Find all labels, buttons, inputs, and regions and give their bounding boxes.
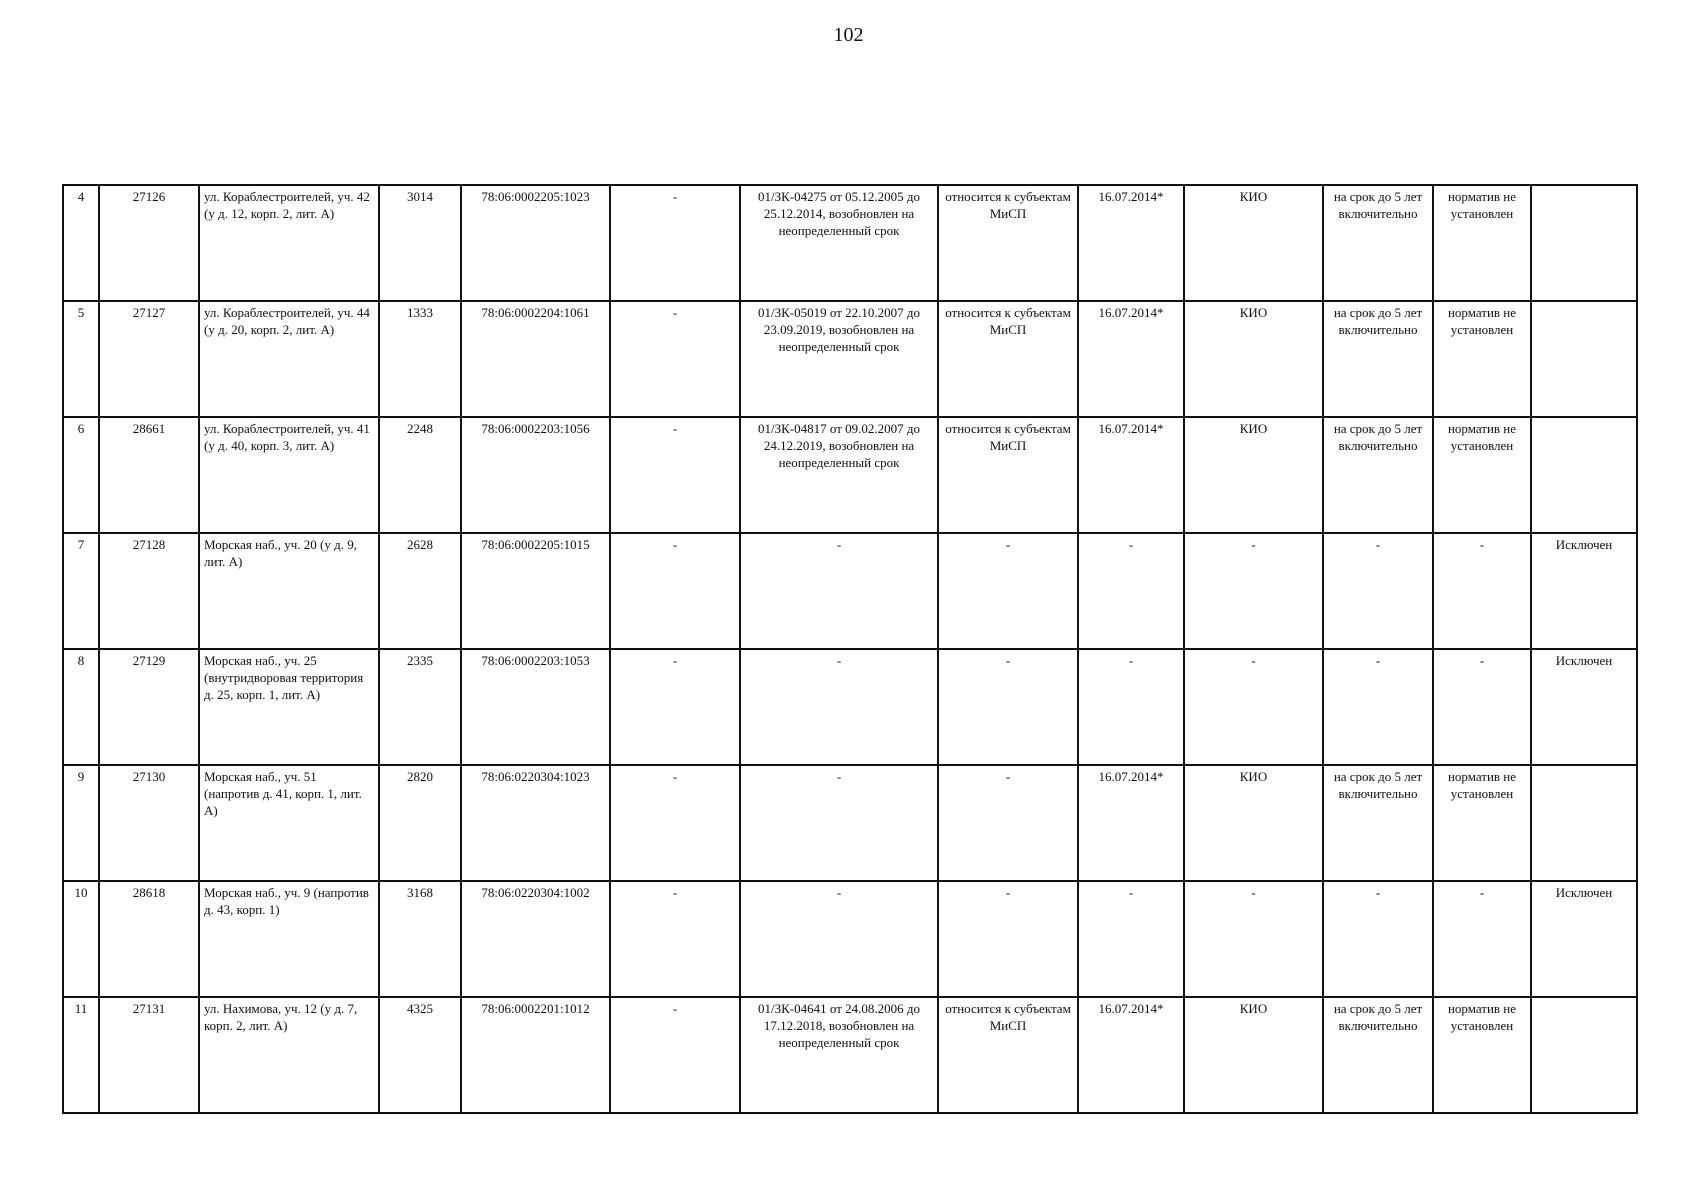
cell-area: 3168 — [379, 881, 461, 997]
table-row — [63, 417, 1637, 533]
cell-object-id: 27129 — [99, 649, 199, 765]
cell-area: 1333 — [379, 301, 461, 417]
cell-lease-term: - — [1323, 649, 1433, 765]
cell-object-id: 28618 — [99, 881, 199, 997]
cell-lease-contract: 01/ЗК-05019 от 22.10.2007 до 23.09.2019, возобновлен на неопределенный срок — [740, 301, 938, 417]
cell-msp-status: относится к субъектам МиСП — [938, 417, 1078, 533]
cell-lease-contract: - — [740, 881, 938, 997]
cell-standard: норматив не установлен — [1433, 417, 1531, 533]
table-row — [63, 765, 1637, 881]
table-row — [63, 533, 1637, 649]
cell-date: - — [1078, 649, 1184, 765]
cell-object-id: 27130 — [99, 765, 199, 881]
cell-lease-term: на срок до 5 лет включительно — [1323, 417, 1433, 533]
cell-address: Морская наб., уч. 25 (внутридворовая территория д. 25, корп. 1, лит. А) — [199, 649, 379, 765]
cell-extra-info: - — [610, 417, 740, 533]
table-row — [63, 301, 1637, 417]
cell-row-number: 10 — [63, 881, 99, 997]
cell-address: Морская наб., уч. 9 (напротив д. 43, корп. 1) — [199, 881, 379, 997]
cell-cadastral-number: 78:06:0002203:1056 — [461, 417, 610, 533]
cell-msp-status: относится к субъектам МиСП — [938, 997, 1078, 1113]
table-row — [63, 649, 1637, 765]
table-row — [63, 881, 1637, 997]
cell-extra-info: - — [610, 765, 740, 881]
cell-authority: КИО — [1184, 301, 1323, 417]
cell-address: Морская наб., уч. 20 (у д. 9, лит. А) — [199, 533, 379, 649]
cell-row-number: 4 — [63, 185, 99, 301]
cell-date: 16.07.2014* — [1078, 301, 1184, 417]
cell-area: 3014 — [379, 185, 461, 301]
cell-lease-contract: - — [740, 649, 938, 765]
cell-standard: - — [1433, 533, 1531, 649]
cell-row-number: 11 — [63, 997, 99, 1113]
registry-table — [62, 184, 1638, 1114]
registry-body — [63, 185, 1637, 1113]
cell-area: 4325 — [379, 997, 461, 1113]
cell-standard: норматив не установлен — [1433, 997, 1531, 1113]
cell-note: Исключен — [1531, 533, 1637, 649]
table-row — [63, 185, 1637, 301]
cell-address: ул. Нахимова, уч. 12 (у д. 7, корп. 2, лит. А) — [199, 997, 379, 1113]
cell-cadastral-number: 78:06:0002205:1015 — [461, 533, 610, 649]
cell-lease-term: - — [1323, 533, 1433, 649]
cell-cadastral-number: 78:06:0002203:1053 — [461, 649, 610, 765]
cell-msp-status: относится к субъектам МиСП — [938, 185, 1078, 301]
cell-msp-status: - — [938, 533, 1078, 649]
cell-note — [1531, 765, 1637, 881]
cell-extra-info: - — [610, 533, 740, 649]
cell-note — [1531, 301, 1637, 417]
cell-object-id: 28661 — [99, 417, 199, 533]
cell-row-number: 9 — [63, 765, 99, 881]
cell-cadastral-number: 78:06:0220304:1002 — [461, 881, 610, 997]
cell-note — [1531, 417, 1637, 533]
cell-object-id: 27127 — [99, 301, 199, 417]
cell-row-number: 5 — [63, 301, 99, 417]
cell-row-number: 7 — [63, 533, 99, 649]
cell-row-number: 6 — [63, 417, 99, 533]
cell-cadastral-number: 78:06:0002204:1061 — [461, 301, 610, 417]
cell-address: ул. Кораблестроителей, уч. 41 (у д. 40, корп. 3, лит. А) — [199, 417, 379, 533]
cell-extra-info: - — [610, 997, 740, 1113]
cell-date: 16.07.2014* — [1078, 765, 1184, 881]
cell-row-number: 8 — [63, 649, 99, 765]
cell-lease-term: на срок до 5 лет включительно — [1323, 301, 1433, 417]
cell-note — [1531, 997, 1637, 1113]
cell-cadastral-number: 78:06:0220304:1023 — [461, 765, 610, 881]
cell-lease-term: на срок до 5 лет включительно — [1323, 997, 1433, 1113]
cell-date: - — [1078, 533, 1184, 649]
page-number: 102 — [833, 24, 864, 46]
cell-extra-info: - — [610, 301, 740, 417]
cell-standard: норматив не установлен — [1433, 301, 1531, 417]
cell-date: 16.07.2014* — [1078, 997, 1184, 1113]
cell-authority: - — [1184, 649, 1323, 765]
cell-msp-status: - — [938, 649, 1078, 765]
cell-object-id: 27128 — [99, 533, 199, 649]
cell-authority: - — [1184, 533, 1323, 649]
cell-msp-status: - — [938, 765, 1078, 881]
cell-extra-info: - — [610, 881, 740, 997]
cell-authority: КИО — [1184, 997, 1323, 1113]
cell-standard: - — [1433, 881, 1531, 997]
cell-object-id: 27131 — [99, 997, 199, 1113]
cell-extra-info: - — [610, 185, 740, 301]
cell-authority: КИО — [1184, 765, 1323, 881]
cell-object-id: 27126 — [99, 185, 199, 301]
cell-authority: КИО — [1184, 417, 1323, 533]
cell-lease-contract: - — [740, 533, 938, 649]
cell-note: Исключен — [1531, 649, 1637, 765]
cell-msp-status: относится к субъектам МиСП — [938, 301, 1078, 417]
cell-address: Морская наб., уч. 51 (напротив д. 41, корп. 1, лит. А) — [199, 765, 379, 881]
cell-cadastral-number: 78:06:0002205:1023 — [461, 185, 610, 301]
cell-msp-status: - — [938, 881, 1078, 997]
cell-standard: - — [1433, 649, 1531, 765]
cell-area: 2248 — [379, 417, 461, 533]
table-row — [63, 997, 1637, 1113]
cell-date: 16.07.2014* — [1078, 185, 1184, 301]
cell-standard: норматив не установлен — [1433, 765, 1531, 881]
cell-note: Исключен — [1531, 881, 1637, 997]
cell-extra-info: - — [610, 649, 740, 765]
cell-address: ул. Кораблестроителей, уч. 42 (у д. 12, корп. 2, лит. А) — [199, 185, 379, 301]
cell-area: 2335 — [379, 649, 461, 765]
cell-address: ул. Кораблестроителей, уч. 44 (у д. 20, корп. 2, лит. А) — [199, 301, 379, 417]
cell-date: - — [1078, 881, 1184, 997]
cell-lease-contract: 01/ЗК-04817 от 09.02.2007 до 24.12.2019, возобновлен на неопределенный срок — [740, 417, 938, 533]
cell-lease-term: - — [1323, 881, 1433, 997]
cell-lease-term: на срок до 5 лет включительно — [1323, 185, 1433, 301]
cell-area: 2820 — [379, 765, 461, 881]
cell-area: 2628 — [379, 533, 461, 649]
cell-date: 16.07.2014* — [1078, 417, 1184, 533]
cell-lease-contract: 01/ЗК-04641 от 24.08.2006 до 17.12.2018, возобновлен на неопределенный срок — [740, 997, 938, 1113]
cell-authority: - — [1184, 881, 1323, 997]
cell-lease-contract: - — [740, 765, 938, 881]
cell-lease-term: на срок до 5 лет включительно — [1323, 765, 1433, 881]
cell-lease-contract: 01/ЗК-04275 от 05.12.2005 до 25.12.2014, возобновлен на неопределенный срок — [740, 185, 938, 301]
cell-note — [1531, 185, 1637, 301]
cell-authority: КИО — [1184, 185, 1323, 301]
cell-standard: норматив не установлен — [1433, 185, 1531, 301]
cell-cadastral-number: 78:06:0002201:1012 — [461, 997, 610, 1113]
